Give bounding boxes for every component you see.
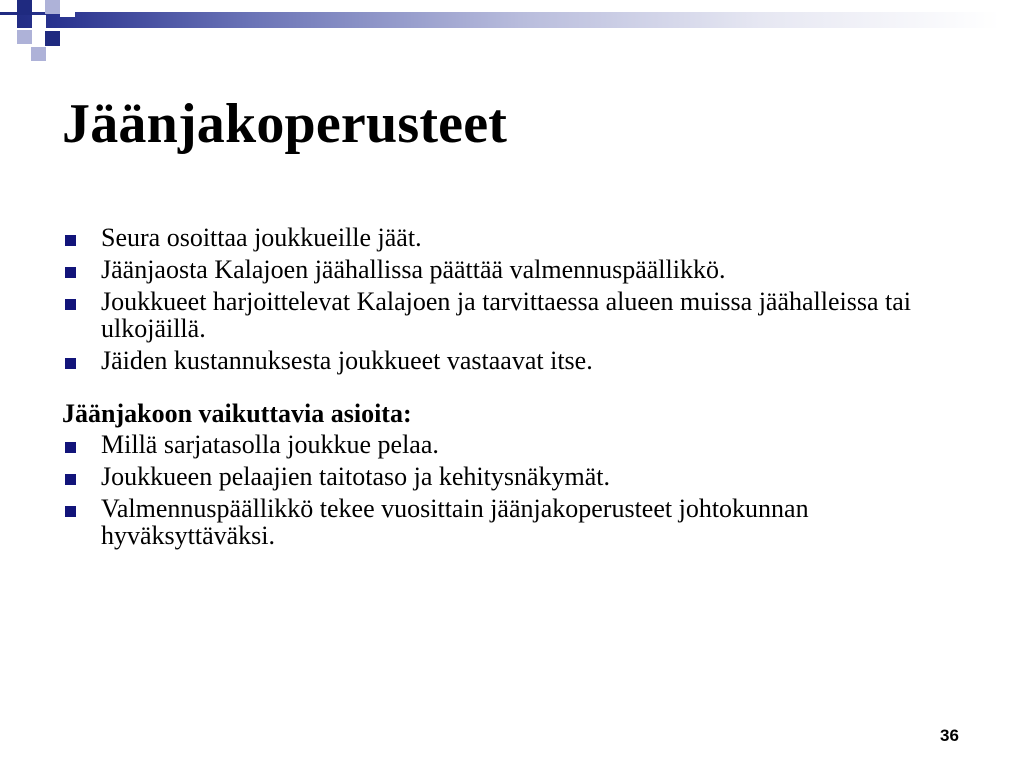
list-item — [62, 463, 942, 490]
list-item-text: Jäiden kustannuksesta joukkueet vastaavat itse. — [101, 346, 593, 375]
list-item-text: Millä sarjatasolla joukkue pelaa. — [101, 430, 439, 459]
deco-square — [60, 3, 75, 17]
section-heading: Jäänjakoon vaikuttavia asioita: — [62, 399, 412, 428]
deco-square — [45, 0, 60, 14]
slide-content — [62, 224, 942, 554]
deco-square — [17, 30, 32, 44]
list-item-text: Valmennuspäällikkö tekee vuosittain jäänjakoperusteet johtokunnan hyväksyttäväksi. — [101, 494, 809, 550]
list-item-text: Joukkueen pelaajien taitotaso ja kehitysnäkymät. — [101, 462, 611, 491]
square-bullet-icon — [65, 299, 76, 310]
list-item — [62, 431, 942, 458]
deco-square — [31, 47, 46, 61]
square-bullet-icon — [65, 235, 76, 246]
square-bullet-icon — [65, 474, 76, 485]
list-item — [62, 256, 942, 283]
square-bullet-icon — [65, 506, 76, 517]
bullet-list — [62, 224, 942, 374]
bullet-list — [62, 431, 942, 549]
page-number: 36 — [940, 726, 959, 745]
slide-title: Jäänjakoperusteet — [62, 93, 508, 155]
list-item — [62, 495, 942, 549]
deco-square — [32, 15, 46, 30]
list-item — [62, 288, 942, 342]
square-bullet-icon — [65, 267, 76, 278]
square-bullet-icon — [65, 442, 76, 453]
list-item-text: Joukkueet harjoittelevat Kalajoen ja tarvittaessa alueen muissa jäähalleissa tai ulkojäillä. — [101, 287, 912, 343]
header-gradient-bar — [0, 12, 1024, 28]
deco-square — [0, 15, 17, 30]
list-item-text: Jäänjaosta Kalajoen jäähallissa päättää valmennuspäällikkö. — [101, 255, 726, 284]
list-item-text: Seura osoittaa joukkueille jäät. — [101, 223, 422, 252]
square-bullet-icon — [65, 358, 76, 369]
deco-square — [45, 31, 60, 46]
list-item — [62, 347, 942, 374]
list-item — [62, 224, 942, 251]
deco-square — [17, 0, 32, 15]
